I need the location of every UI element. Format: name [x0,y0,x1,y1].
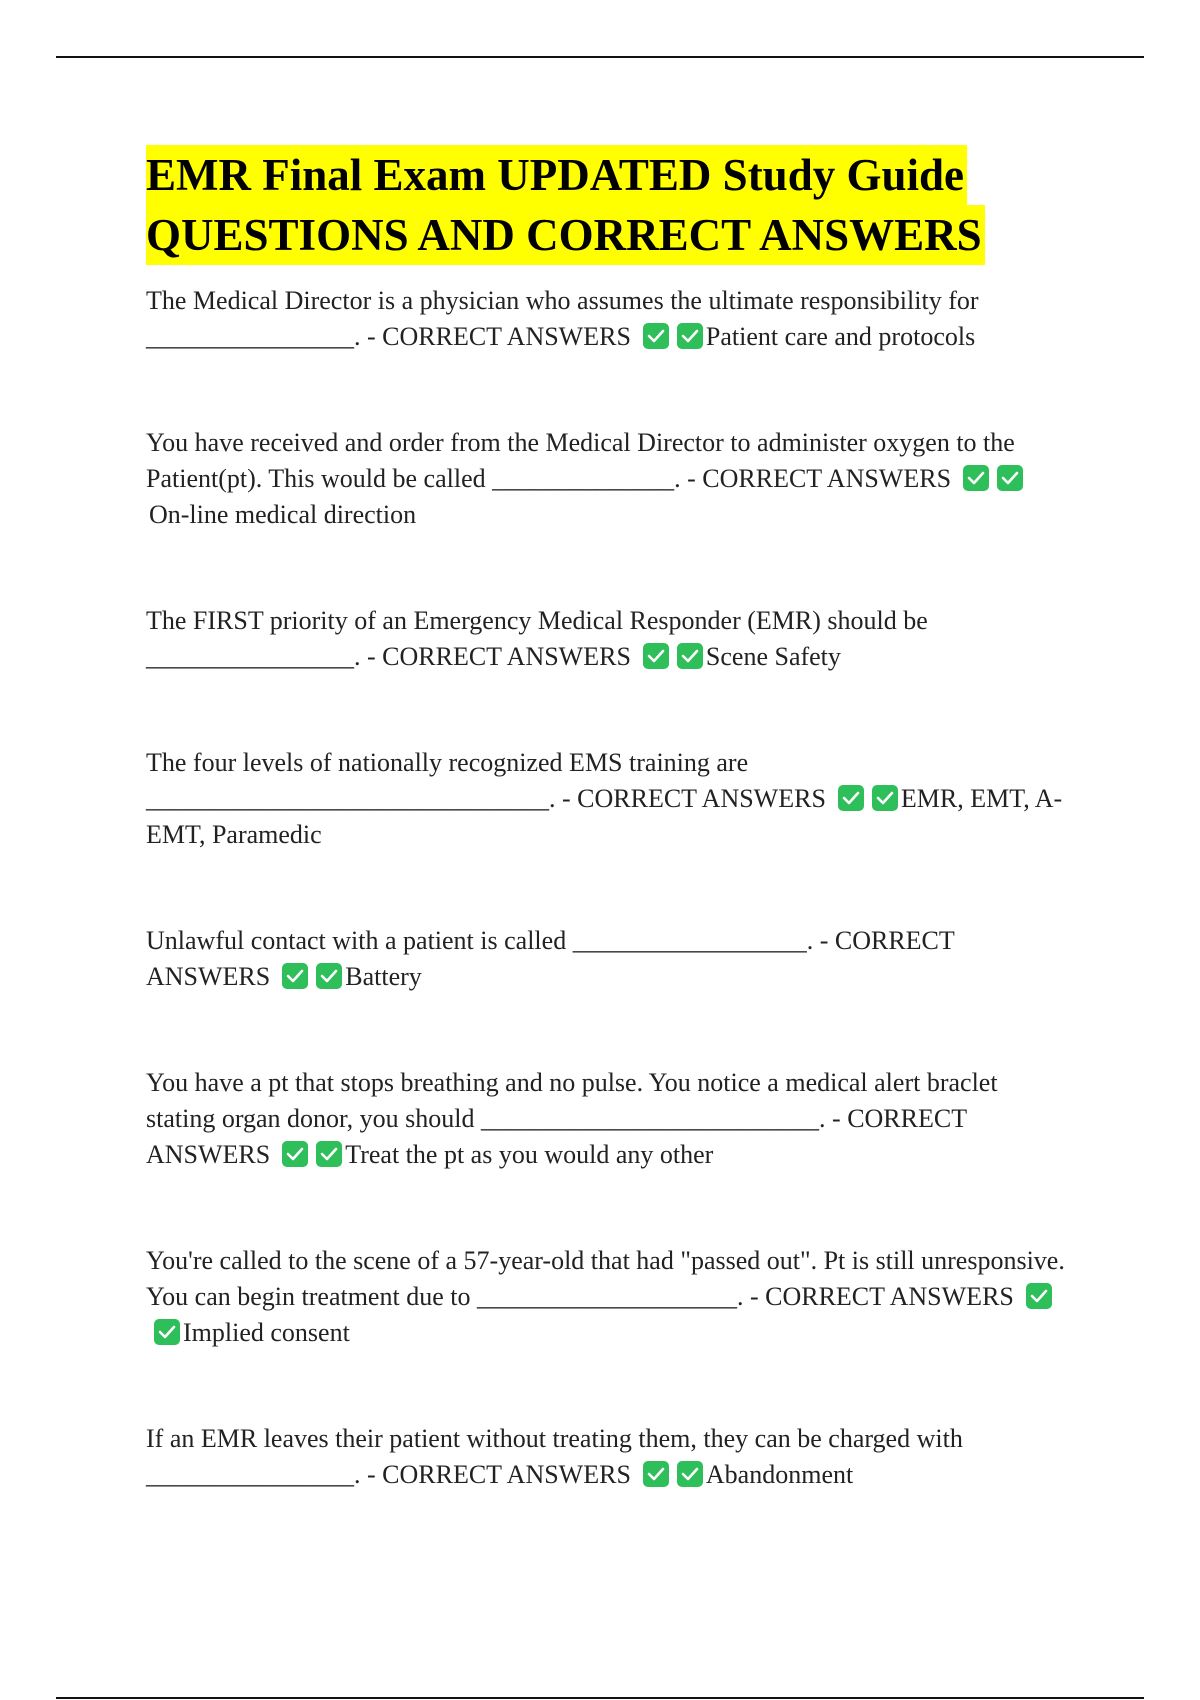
qa-item [146,745,1066,853]
check-mark-icon [643,323,669,349]
question-text: The four levels of nationally recognized EMS training are _______________________________. [146,748,749,813]
correct-answers-label: - CORRECT ANSWERS [367,322,631,351]
check-mark-icon [643,643,669,669]
check-mark-icon [997,465,1023,491]
question-text: You're called to the scene of a 57-year-old that had "passed out". Pt is still unresponsive. You can begin treatment due to ____________________. [146,1246,1065,1311]
answer-text: Implied consent [183,1318,350,1347]
answer-text: Treat the pt as you would any other [345,1140,714,1169]
top-rule [56,56,1144,58]
qa-item [146,1065,1066,1173]
correct-answers-label: - CORRECT ANSWERS [146,926,955,991]
question-text: If an EMR leaves their patient without treating them, they can be charged with ________________. [146,1424,963,1489]
answer-text: Scene Safety [705,642,841,671]
check-mark-icon [282,1141,308,1167]
qa-item [146,1421,1066,1493]
title-line-2: QUESTIONS AND CORRECT ANSWERS [146,205,985,265]
check-mark-icon [643,1461,669,1487]
check-mark-icon [154,1319,180,1345]
check-mark-icon [963,465,989,491]
check-mark-icon [872,785,898,811]
check-mark-icon [316,963,342,989]
page-title [146,145,1066,265]
qa-item [146,283,1066,355]
qa-item [146,923,1066,995]
correct-answers-label: - CORRECT ANSWERS [367,642,631,671]
check-mark-icon [282,963,308,989]
answer-text: On-line medical direction [149,500,417,529]
answer-text: Patient care and protocols [705,322,976,351]
question-text: You have a pt that stops breathing and no pulse. You notice a medical alert braclet stating organ donor, you should __________________________. [146,1068,998,1133]
question-text: Unlawful contact with a patient is called __________________. [146,926,814,955]
check-mark-icon [677,1461,703,1487]
title-line-1: EMR Final Exam UPDATED Study Guide [146,145,967,205]
check-mark-icon [838,785,864,811]
correct-answers-label: - CORRECT ANSWERS [146,1104,967,1169]
check-mark-icon [677,323,703,349]
correct-answers-label: - CORRECT ANSWERS [562,784,826,813]
question-text: You have received and order from the Medical Director to administer oxygen to the Patient(pt). This would be called ______________. [146,428,1015,493]
question-text: The FIRST priority of an Emergency Medical Responder (EMR) should be ________________. [146,606,928,671]
correct-answers-label: - CORRECT ANSWERS [749,1282,1014,1311]
qa-item [146,425,1066,533]
qa-item [146,1243,1066,1351]
check-mark-icon [1026,1283,1052,1309]
qa-list [146,283,1066,1493]
bottom-rule [56,1697,1144,1699]
qa-item [146,603,1066,675]
correct-answers-label: - CORRECT ANSWERS [687,464,952,493]
answer-text: EMR, EMT, A-EMT, Paramedic [146,784,1063,849]
answer-text: Abandonment [705,1460,854,1489]
answer-text: Battery [345,962,422,991]
question-text: The Medical Director is a physician who assumes the ultimate responsibility for ________________. [146,286,979,351]
check-mark-icon [316,1141,342,1167]
document-body [146,145,1066,1493]
correct-answers-label: - CORRECT ANSWERS [367,1460,631,1489]
check-mark-icon [677,643,703,669]
